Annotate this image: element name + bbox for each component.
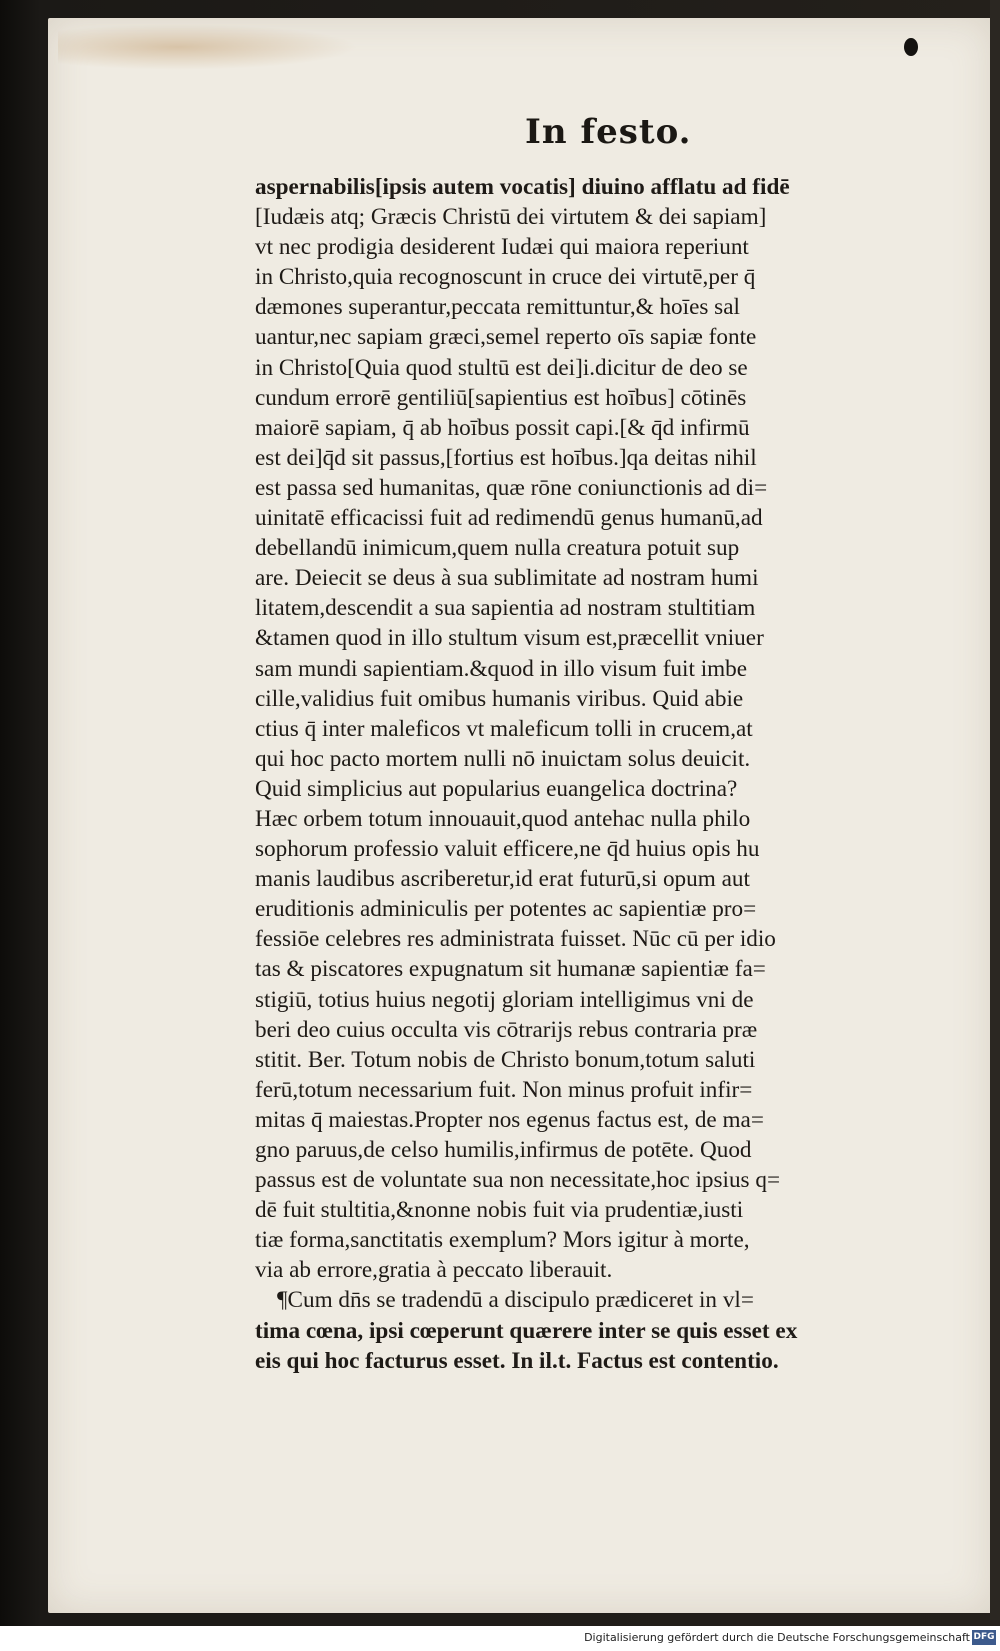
text-line: cundum errorē gentiliū[sapientius est hoībus] cōtinēs: [255, 384, 747, 411]
text-line: aspernabilis[ipsis autem vocatis] diuino afflatu ad fidē: [255, 174, 790, 200]
dfg-logo: DFG: [972, 1630, 996, 1645]
page-edge: [990, 0, 1000, 1620]
text-line: eruditionis adminiculis per potentes ac sapientiæ pro=: [255, 896, 757, 923]
ink-mark: [904, 38, 918, 56]
text-line: beri deo cuius occulta vis cōtrarijs rebus contraria præ: [255, 1016, 758, 1043]
text-line: mitas q̄ maiestas.Propter nos egenus factus est, de ma=: [255, 1106, 764, 1133]
footer-bar: [0, 1626, 1000, 1651]
text-line: sophorum professio valuit efficere,ne q̄d huius opis hu: [255, 836, 760, 863]
text-line: manis laudibus ascriberetur,id erat futurū,si opum aut: [255, 866, 750, 893]
text-line: est passa sed humanitas, quæ rōne coniunctionis ad di=: [255, 474, 768, 501]
running-header: In festo.: [525, 112, 692, 152]
text-line: uinitatē efficacissi fuit ad redimendū genus humanū,ad: [255, 505, 763, 532]
text-line: ferū,totum necessarium fuit. Non minus profuit infir=: [255, 1076, 753, 1103]
text-line: passus est de voluntate sua non necessitate,hoc ipsius q=: [255, 1167, 781, 1194]
text-line: dē fuit stultitia,&nonne nobis fuit via prudentiæ,iusti: [255, 1197, 744, 1224]
text-line: eis qui hoc facturus esset. In il.t. Factus est contentio.: [255, 1347, 779, 1374]
text-line: ctius q̄ inter maleficos vt maleficum tolli in crucem,at: [255, 715, 753, 742]
text-line: stigiū, totius huius negotij gloriam intelligimus vni de: [255, 986, 754, 1013]
text-line: fessiōe celebres res administrata fuisset. Nūc cū per idio: [255, 926, 776, 953]
text-line: via ab errore,gratia à peccato liberauit.: [255, 1257, 613, 1284]
text-line: gno paruus,de celso humilis,infirmus de potēte. Quod: [255, 1137, 752, 1163]
text-line: [Iudæis atq; Græcis Christū dei virtutem & dei sapiam]: [255, 204, 767, 231]
text-line: tas & piscatores expugnatum sit humanæ sapientiæ fa=: [255, 956, 766, 983]
text-line: cille,validius fuit omibus humanis viribus. Quid abie: [255, 685, 744, 712]
text-line: &tamen quod in illo stultum visum est,præcellit vniuer: [255, 625, 764, 652]
text-line: debellandū inimicum,quem nulla creatura potuit sup: [255, 535, 740, 562]
text-line: Hæc orbem totum innouauit,quod antehac nulla philo: [255, 805, 751, 832]
text-line: tiæ forma,sanctitatis exemplum? Mors igitur à morte,: [255, 1227, 750, 1254]
text-line: Quid simplicius aut popularius euangelica doctrina?: [255, 775, 738, 802]
page-stain: [58, 24, 358, 70]
text-line: stitit. Ber. Totum nobis de Christo bonum,totum saluti: [255, 1046, 756, 1073]
body-text: [255, 172, 923, 1376]
text-line: est dei]q̄d sit passus,[fortius est hoībus.]qa deitas nihil: [255, 444, 757, 471]
text-line: sam mundi sapientiam.&quod in illo visum fuit imbe: [255, 655, 748, 682]
text-line: uantur,nec sapiam græci,semel reperto oīs sapiæ fonte: [255, 324, 757, 351]
text-line: maiorē sapiam, q̄ ab hoībus possit capi.[& q̄d infirmū: [255, 414, 750, 441]
text-line: litatem,descendit a sua sapientia ad nostram stultitiam: [255, 595, 756, 622]
text-line: ¶Cum dn̄s se tradendū a discipulo prædiceret in vl=: [277, 1287, 754, 1314]
text-line: dæmones superantur,peccata remittuntur,& hoīes sal: [255, 294, 740, 321]
text-line: are. Deiecit se deus à sua sublimitate ad nostram humi: [255, 565, 759, 592]
text-line: in Christo,quia recognoscunt in cruce dei virtutē,per q̄: [255, 264, 756, 291]
footer-credit: Digitalisierung gefördert durch die Deutsche Forschungsgemeinschaft: [584, 1631, 970, 1644]
text-line: tima cœna, ipsi cœperunt quærere inter se quis esset ex: [255, 1317, 798, 1344]
text-line: in Christo[Quia quod stultū est dei]i.dicitur de deo se: [255, 354, 748, 381]
text-line: qui hoc pacto mortem nulli nō inuictam solus deuicit.: [255, 745, 751, 772]
text-line: vt nec prodigia desiderent Iudæi qui maiora reperiunt: [255, 234, 749, 261]
